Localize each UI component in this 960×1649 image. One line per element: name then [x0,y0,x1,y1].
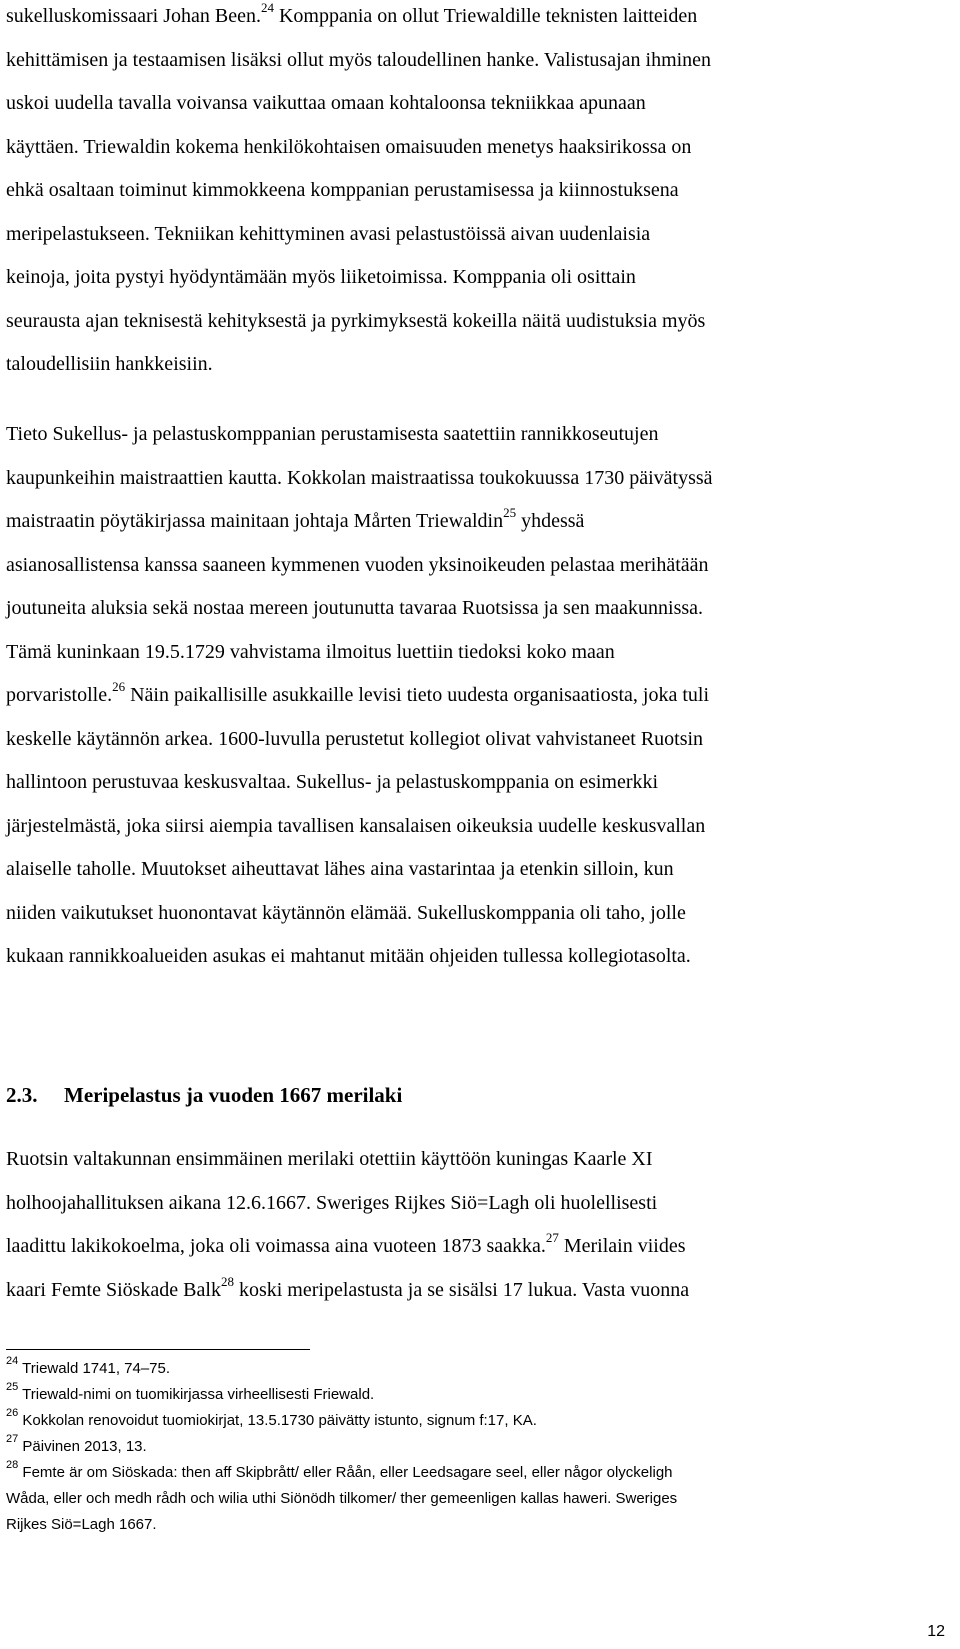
paragraph-line: keinoja, joita pystyi hyödyntämään myös liiketoimissa. Komppania oli osittain [6,266,636,288]
footnote-line [6,1460,946,1486]
footnote-ref: 27 [545,1230,559,1245]
paragraph-line: niiden vaikutukset huonontavat käytännön elämää. Sukelluskomppania oli taho, jolle [6,901,686,924]
footnote-text: Triewald 1741, 74–75. [22,1360,171,1377]
text-run: Komppania on ollut Triewaldille teknisten laitteiden [273,5,698,27]
paragraph-line: joutuneita aluksia sekä nostaa mereen joutunutta tavaraa Ruotsissa ja sen maakunnissa. [6,597,704,619]
paragraph-line [6,1269,906,1313]
paragraph-line: alaiselle taholle. Muutokset aiheuttavat lähes aina vastarintaa ja etenkin silloin, kun [6,858,674,880]
paragraph-line: holhoojahallituksen aikana 12.6.1667. Sweriges Rijkes Siö=Lagh oli huolellisesti [6,1191,658,1214]
paragraph-line [6,1225,906,1269]
footnote-line: Rijkes Siö=Lagh 1667. [6,1516,157,1533]
paragraph-line: kukaan rannikkoalueiden asukas ei mahtanut mitään ohjeiden tullessa kollegiotasolta. [6,945,691,967]
footnote-text: Päivinen 2013, 13. [22,1438,147,1455]
footnote-ref: 28 [6,1459,19,1471]
page-number: 12 [927,1623,945,1640]
section-number: 2.3. [6,1083,38,1107]
paragraph-line: keskelle käytännön arkea. 1600-luvulla perustetut kollegiot olivat vahvistaneet Ruotsin [6,727,704,750]
footnote-text: Triewald-nimi on tuomikirjassa virheellisesti Friewald. [22,1386,375,1403]
paragraph-line: kehittämisen ja testaamisen lisäksi ollut myös taloudellinen hanke. Valistusajan ihminen [6,48,712,71]
footnote-divider [6,1349,310,1350]
text-run: laadittu lakikokoelma, joka oli voimassa aina vuoteen 1873 saakka. [6,1235,546,1257]
paragraph-line [6,0,906,39]
section-heading [6,1083,402,1108]
footnote-ref: 25 [503,505,517,520]
body-paragraph-2 [6,413,906,979]
text-run: kaari Femte Siöskade Balk [6,1278,221,1301]
paragraph-line: seurausta ajan teknisestä kehityksestä ja pyrkimyksestä kokeilla näitä uudistuksia myös [6,309,706,332]
text-run: Merilain viides [558,1235,686,1257]
footnote-line: Wåda, eller och medh rådh och wilia uthi Siönödh tilkomer/ ther gemeenligen kallas haweri. Sweriges [6,1490,678,1507]
footnote-ref: 24 [260,0,274,15]
text-run: porvaristolle. [6,684,113,706]
paragraph-line [6,500,906,544]
footnote-ref: 27 [6,1433,19,1445]
footnote-line [6,1434,946,1460]
footnote-line [6,1356,946,1382]
text-run: sukelluskomissaari Johan Been. [6,5,261,27]
footnote-text: Kokkolan renovoidut tuomiokirjat, 13.5.1730 päivätty istunto, signum f:17, KA. [22,1412,537,1429]
text-run: yhdessä [516,510,585,532]
paragraph-line: Tieto Sukellus- ja pelastuskomppanian perustamisesta saatettiin rannikkoseutujen [6,423,659,445]
section-title: Meripelastus ja vuoden 1667 merilaki [64,1083,403,1107]
paragraph-line [6,674,906,718]
paragraph-line: uskoi uudella tavalla voivansa vaikuttaa omaan kohtaloonsa tekniikkaa apunaan [6,92,646,114]
footnote-ref: 26 [112,679,126,694]
paragraph-line: kaupunkeihin maistraattien kautta. Kokkolan maistraatissa toukokuussa 1730 päivätyssä [6,466,713,489]
paragraph-line: taloudellisiin hankkeisiin. [6,353,213,375]
footnote-ref: 26 [6,1407,19,1419]
text-run: Näin paikallisille asukkaille levisi tieto uudesta organisaatiosta, joka tuli [125,684,710,706]
paragraph-line: meripelastukseen. Tekniikan kehittyminen avasi pelastustöissä aivan uudenlaisia [6,222,651,245]
paragraph-line: Ruotsin valtakunnan ensimmäinen merilaki otettiin käyttöön kuningas Kaarle XI [6,1148,653,1170]
paragraph-line: ehkä osaltaan toiminut kimmokkeena komppanian perustamisessa ja kiinnostuksena [6,179,679,201]
footnote-ref: 28 [220,1273,234,1289]
paragraph-line: käyttäen. Triewaldin kokema henkilökohtaisen omaisuuden menetys haaksirikossa on [6,135,692,158]
footnotes [6,1356,946,1538]
footnote-ref: 25 [6,1381,19,1393]
paragraph-line: Tämä kuninkaan 19.5.1729 vahvistama ilmoitus luettiin tiedoksi koko maan [6,640,615,663]
footnote-line [6,1408,946,1434]
paragraph-line: asianosallistensa kanssa saaneen kymmenen vuoden yksinoikeuden pelastaa merihätään [6,553,709,576]
text-run: maistraatin pöytäkirjassa mainitaan johtaja Mårten Triewaldin [6,510,504,532]
paragraph-line: järjestelmästä, joka siirsi aiempia tavallisen kansalaisen oikeuksia uudelle keskusvallan [6,814,706,837]
footnote-ref: 24 [6,1355,19,1367]
text-run: koski meripelastusta ja se sisälsi 17 lukua. Vasta vuonna [233,1278,690,1301]
paragraph-line: hallintoon perustuvaa keskusvaltaa. Sukellus- ja pelastuskomppania on esimerkki [6,771,659,793]
body-paragraph-3 [6,1138,906,1312]
footnote-line [6,1382,946,1408]
footnote-text: Femte är om Siöskada: then aff Skipbrått/ eller Råån, eller Leedsagare seel, eller någor olyckeligh [22,1464,673,1481]
body-paragraph-1 [6,0,906,387]
